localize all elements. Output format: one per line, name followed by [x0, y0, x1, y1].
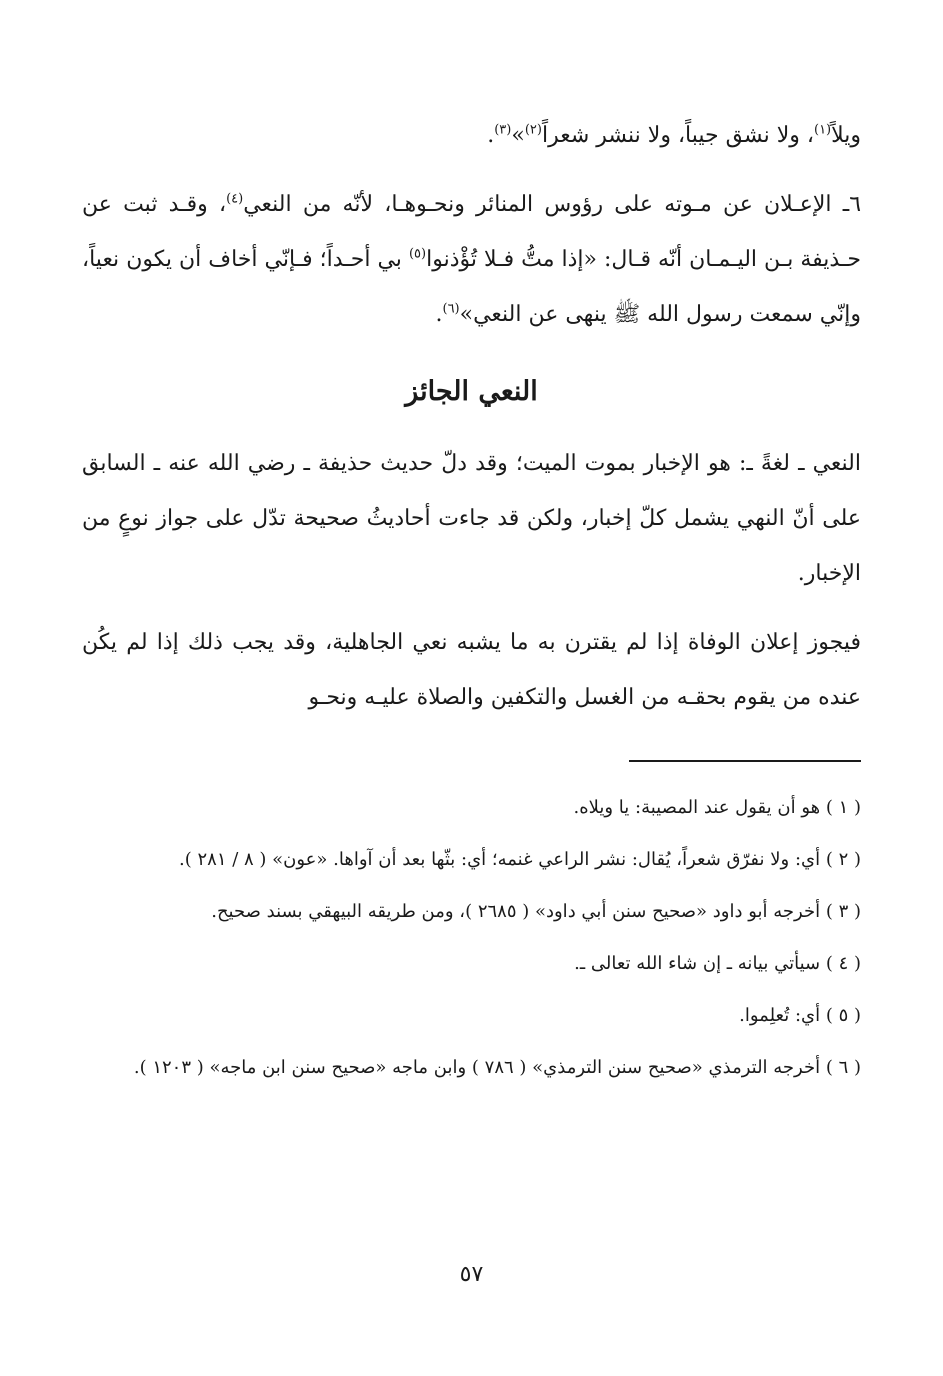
footnote-separator [629, 760, 861, 762]
footnote-ref-4: (٤) [226, 191, 244, 207]
text-run: ٦ـ الإعـلان عن مـوته على رؤوس المنائر ونحـوهـا، لأنّه من النعي [243, 192, 862, 217]
text-run: » [511, 123, 525, 148]
text-run: . [487, 123, 495, 148]
footnote-2: ( ٢ ) أي: ولا نفرّق شعراً، يُقال: نشر الراعي غنمه؛ أي: بثّها بعد أن آواها. «عون» ( ٨ / ٢٨١ ). [179, 849, 861, 870]
footnote-ref-2: (٢) [524, 122, 542, 138]
paragraph-2 [82, 177, 861, 342]
text-run: ويلاً [831, 123, 861, 148]
paragraph-4: فيجوز إعلان الوفاة إذا لم يقترن به ما يشبه نعي الجاهلية، وقد يجب ذلك إذا لم يكُن عنده من يقوم بحقـه من الغسل والتكفين والصلاة عليـه ونحـو [82, 630, 861, 710]
main-text [82, 108, 861, 725]
page-number: ٥٧ [459, 1262, 484, 1287]
footnote-1: ( ١ ) هو أن يقول عند المصيبة: يا ويلاه. [573, 797, 861, 818]
footnote-6: ( ٦ ) أخرجه الترمذي «صحيح سنن الترمذي» ( ٧٨٦ ) وابن ماجه «صحيح سنن ابن ماجه» ( ١٢٠٣ ). [133, 1057, 861, 1078]
footnote-ref-6: (٦) [442, 301, 460, 317]
footnote-4: ( ٤ ) سيأتي بيانه ـ إن شاء الله تعالى ـ. [574, 953, 861, 974]
section-heading: النعي الجائز [405, 376, 538, 407]
text-run: . [435, 302, 443, 327]
text-run: ، ولا نشق جيباً، ولا ننشر شعراً [541, 123, 814, 148]
footnote-5: ( ٥ ) أي: تُعلِموا. [739, 1005, 861, 1026]
paragraph-3: النعي ـ لغةً ـ: هو الإخبار بموت الميت؛ وقد دلّ حديث حذيفة ـ رضي الله عنه ـ السابق على أنّ النهي يشمل كلّ إخبار، ولكن قد جاءت أحاديثُ صحيحة تدّل على جواز نوعٍ من الإخبار. [82, 451, 862, 586]
footnote-3: ( ٣ ) أخرجه أبو داود «صحيح سنن أبي داود» ( ٢٦٨٥ )، ومن طريقه البيهقي بسند صحيح. [211, 901, 861, 922]
footnotes [82, 785, 861, 1097]
footnote-ref-3: (٣) [494, 122, 512, 138]
text-run: بي أحـداً؛ فـإنّي أخاف أن يكون نعياً، وإنّي سمعت رسول الله ﷺ ينهى عن النعي» [82, 247, 861, 327]
book-page [82, 0, 861, 1376]
text-run: ، وقـد ثبت عن حـذيفة بـن اليـمـان أنّه قـال: «إذا متُّ فـلا تُؤْذنوا [82, 192, 862, 272]
footnote-ref-1: (١) [813, 122, 832, 138]
footnote-ref-5: (٥) [408, 246, 427, 262]
paragraph-1 [82, 108, 861, 163]
